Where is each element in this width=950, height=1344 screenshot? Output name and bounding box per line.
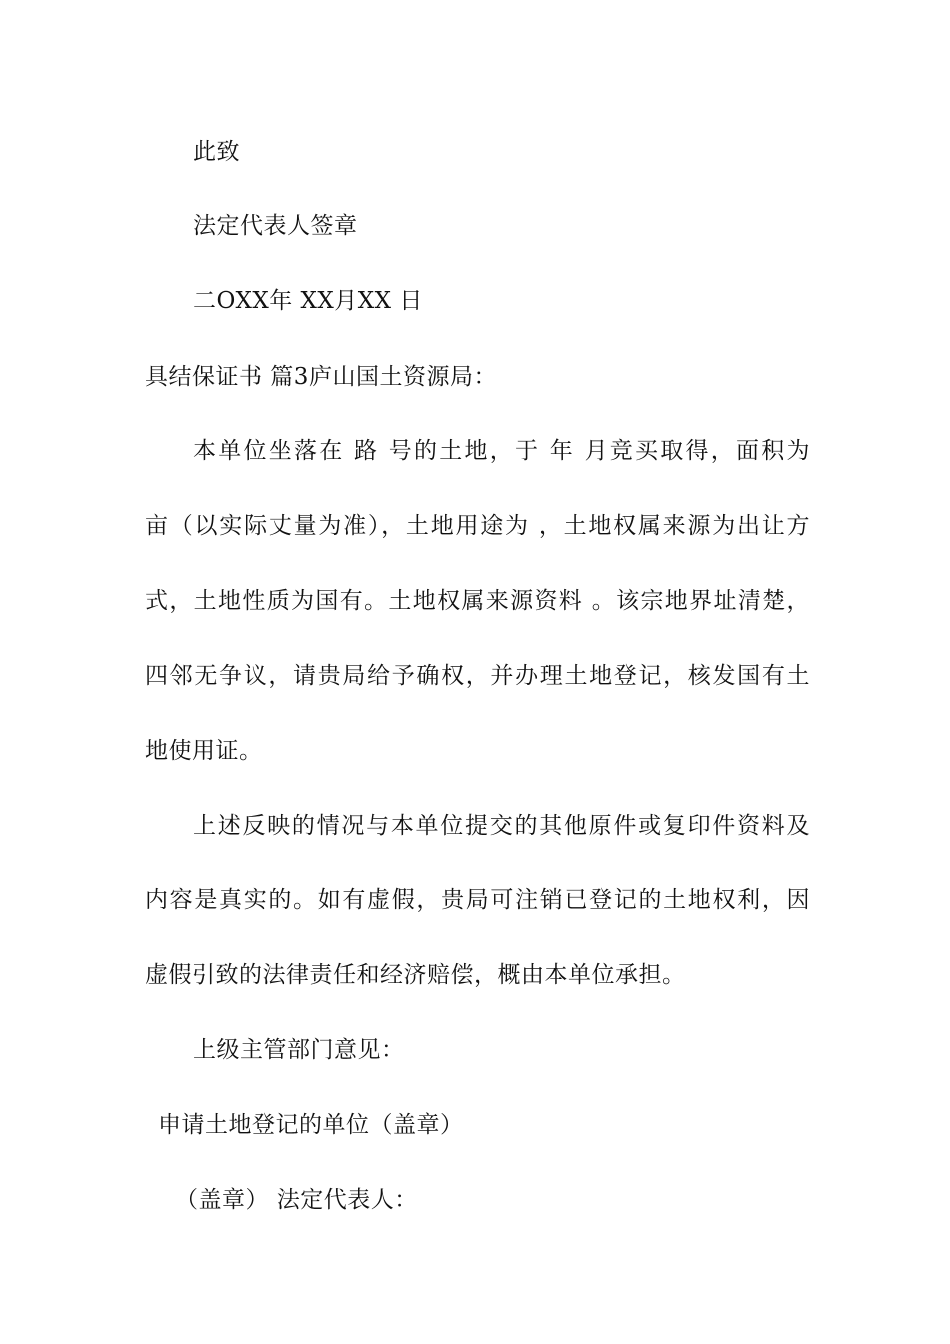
paragraph-1-line-1: 本单位坐落在 路 号的土地，于 年 月竞买取得，面积为 xyxy=(193,438,810,464)
paragraph-2-line-1: 上述反映的情况与本单位提交的其他原件或复印件资料及 xyxy=(193,813,810,839)
signature-label: 法定代表人签章 xyxy=(193,213,358,239)
applicant-seal-label: 申请土地登记的单位（盖章） xyxy=(158,1112,464,1138)
paragraph-1-line-4: 四邻无争议，请贵局给予确权，并办理土地登记，核发国有土 xyxy=(145,663,810,689)
paragraph-1-line-5: 地使用证。 xyxy=(145,738,263,764)
paragraph-1-line-3: 式，土地性质为国有。土地权属来源资料 。该宗地界址清楚， xyxy=(145,588,810,614)
document-heading: 具结保证书 篇3庐山国土资源局： xyxy=(145,364,497,390)
paragraph-2-line-2: 内容是真实的。如有虚假，贵局可注销已登记的土地权利，因 xyxy=(145,887,810,913)
supervisor-opinion-label: 上级主管部门意见： xyxy=(193,1037,405,1063)
salutation-closing: 此致 xyxy=(193,139,240,165)
paragraph-1-line-2: 亩（以实际丈量为准），土地用途为 ，土地权属来源为出让方 xyxy=(145,513,810,539)
paragraph-2-line-3: 虚假引致的法律责任和经济赔偿，概由本单位承担。 xyxy=(145,962,686,988)
date-line: 二OXX年 XX月XX 日 xyxy=(193,288,423,314)
seal-representative-label: （盖章） 法定代表人： xyxy=(175,1187,418,1213)
